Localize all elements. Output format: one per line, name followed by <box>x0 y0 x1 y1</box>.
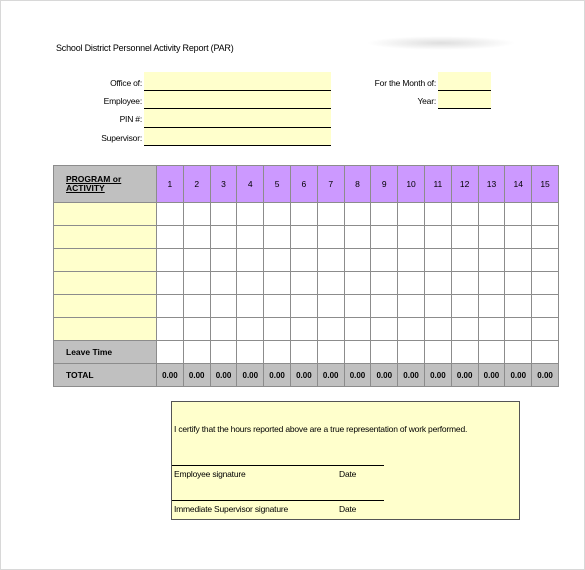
day-header: 6 <box>290 166 317 203</box>
employee-signature-label: Employee signature <box>174 469 246 479</box>
year-label: Year: <box>417 96 436 106</box>
leave-hours-cell[interactable] <box>317 341 344 364</box>
office-label: Office of: <box>110 78 142 88</box>
total-cell: 0.00 <box>290 364 317 387</box>
hours-cell[interactable] <box>317 249 344 272</box>
day-header: 13 <box>478 166 505 203</box>
leave-hours-cell[interactable] <box>532 341 559 364</box>
leave-hours-cell[interactable] <box>183 341 210 364</box>
total-label: TOTAL <box>54 364 157 387</box>
leave-hours-cell[interactable] <box>505 341 532 364</box>
hours-cell[interactable] <box>505 318 532 341</box>
day-header: 11 <box>424 166 451 203</box>
hours-cell[interactable] <box>424 295 451 318</box>
total-cell: 0.00 <box>424 364 451 387</box>
hours-cell[interactable] <box>210 249 237 272</box>
hours-cell[interactable] <box>371 295 398 318</box>
hours-cell[interactable] <box>398 272 425 295</box>
total-cell: 0.00 <box>157 364 184 387</box>
hours-cell[interactable] <box>157 249 184 272</box>
hours-cell[interactable] <box>505 203 532 226</box>
activity-row <box>54 249 559 272</box>
total-cell: 0.00 <box>505 364 532 387</box>
hours-cell[interactable] <box>237 226 264 249</box>
day-header: 7 <box>317 166 344 203</box>
year-field[interactable] <box>438 91 491 109</box>
hours-cell[interactable] <box>157 203 184 226</box>
activity-name-cell[interactable] <box>54 249 157 272</box>
hours-cell[interactable] <box>478 226 505 249</box>
hours-cell[interactable] <box>183 203 210 226</box>
table-header-row <box>54 166 559 203</box>
hours-cell[interactable] <box>290 318 317 341</box>
certification-statement: I certify that the hours reported above are a true representation of work performed. <box>174 424 468 434</box>
hours-cell[interactable] <box>478 249 505 272</box>
hours-cell[interactable] <box>183 318 210 341</box>
hours-cell[interactable] <box>237 203 264 226</box>
hours-cell[interactable] <box>264 318 291 341</box>
hours-cell[interactable] <box>424 318 451 341</box>
hours-cell[interactable] <box>451 295 478 318</box>
hours-cell[interactable] <box>264 295 291 318</box>
hours-cell[interactable] <box>371 249 398 272</box>
day-header: 2 <box>183 166 210 203</box>
hours-cell[interactable] <box>183 295 210 318</box>
total-cell: 0.00 <box>317 364 344 387</box>
supervisor-date-label: Date <box>339 504 357 514</box>
day-header: 8 <box>344 166 371 203</box>
hours-cell[interactable] <box>157 272 184 295</box>
total-cell: 0.00 <box>264 364 291 387</box>
hours-cell[interactable] <box>344 318 371 341</box>
month-field[interactable] <box>438 72 491 91</box>
hours-cell[interactable] <box>290 272 317 295</box>
hours-cell[interactable] <box>264 249 291 272</box>
hours-cell[interactable] <box>290 249 317 272</box>
leave-time-row <box>54 341 559 364</box>
hours-cell[interactable] <box>424 226 451 249</box>
hours-cell[interactable] <box>398 203 425 226</box>
pin-label: PIN #: <box>119 114 142 124</box>
activity-name-cell[interactable] <box>54 203 157 226</box>
hours-cell[interactable] <box>344 226 371 249</box>
hours-cell[interactable] <box>344 203 371 226</box>
supervisor-field[interactable] <box>144 128 331 146</box>
hours-cell[interactable] <box>424 249 451 272</box>
activity-row <box>54 272 559 295</box>
hours-cell[interactable] <box>317 295 344 318</box>
hours-cell[interactable] <box>371 203 398 226</box>
signature-line-top <box>172 465 384 466</box>
hours-cell[interactable] <box>532 272 559 295</box>
hours-cell[interactable] <box>451 272 478 295</box>
hours-cell[interactable] <box>264 272 291 295</box>
hours-cell[interactable] <box>398 249 425 272</box>
hours-cell[interactable] <box>210 272 237 295</box>
hours-cell[interactable] <box>451 318 478 341</box>
hours-cell[interactable] <box>371 226 398 249</box>
hours-cell[interactable] <box>264 226 291 249</box>
supervisor-signature-label: Immediate Supervisor signature <box>174 504 289 514</box>
hours-cell[interactable] <box>210 203 237 226</box>
hours-cell[interactable] <box>210 318 237 341</box>
hours-cell[interactable] <box>157 295 184 318</box>
hours-cell[interactable] <box>371 318 398 341</box>
leave-hours-cell[interactable] <box>344 341 371 364</box>
activity-name-cell[interactable] <box>54 226 157 249</box>
hours-cell[interactable] <box>237 295 264 318</box>
activity-name-cell[interactable] <box>54 318 157 341</box>
report-title: School District Personnel Activity Report (PAR) <box>56 43 234 53</box>
hours-cell[interactable] <box>505 249 532 272</box>
hours-cell[interactable] <box>398 295 425 318</box>
month-label: For the Month of: <box>374 78 436 88</box>
leave-hours-cell[interactable] <box>478 341 505 364</box>
day-header: 1 <box>157 166 184 203</box>
hours-cell[interactable] <box>451 226 478 249</box>
hours-cell[interactable] <box>237 318 264 341</box>
hours-cell[interactable] <box>237 249 264 272</box>
activity-row <box>54 226 559 249</box>
supervisor-label: Supervisor: <box>101 133 142 143</box>
hours-cell[interactable] <box>210 226 237 249</box>
leave-hours-cell[interactable] <box>264 341 291 364</box>
activity-row <box>54 203 559 226</box>
hours-cell[interactable] <box>317 226 344 249</box>
hours-cell[interactable] <box>532 249 559 272</box>
hours-cell[interactable] <box>210 295 237 318</box>
hours-cell[interactable] <box>157 226 184 249</box>
hours-cell[interactable] <box>157 318 184 341</box>
total-cell: 0.00 <box>344 364 371 387</box>
pin-field[interactable] <box>144 109 331 128</box>
activity-name-cell[interactable] <box>54 295 157 318</box>
hours-cell[interactable] <box>344 272 371 295</box>
total-cell: 0.00 <box>451 364 478 387</box>
hours-cell[interactable] <box>532 295 559 318</box>
hours-cell[interactable] <box>290 203 317 226</box>
employee-date-label: Date <box>339 469 357 479</box>
signature-line-bottom <box>172 500 384 501</box>
hours-cell[interactable] <box>264 203 291 226</box>
hours-cell[interactable] <box>478 295 505 318</box>
total-cell: 0.00 <box>398 364 425 387</box>
hours-cell[interactable] <box>451 249 478 272</box>
hours-cell[interactable] <box>183 272 210 295</box>
total-row <box>54 364 559 387</box>
hours-cell[interactable] <box>505 295 532 318</box>
hours-cell[interactable] <box>532 226 559 249</box>
hours-cell[interactable] <box>344 295 371 318</box>
hours-cell[interactable] <box>478 272 505 295</box>
leave-hours-cell[interactable] <box>157 341 184 364</box>
hours-cell[interactable] <box>424 203 451 226</box>
hours-cell[interactable] <box>183 249 210 272</box>
hours-cell[interactable] <box>290 226 317 249</box>
hours-cell[interactable] <box>478 203 505 226</box>
total-cell: 0.00 <box>371 364 398 387</box>
hours-cell[interactable] <box>371 272 398 295</box>
office-field[interactable] <box>144 72 331 91</box>
day-header: 4 <box>237 166 264 203</box>
total-cell: 0.00 <box>210 364 237 387</box>
day-header: 15 <box>532 166 559 203</box>
decorative-shadow <box>366 36 516 50</box>
day-header: 3 <box>210 166 237 203</box>
employee-label: Employee: <box>103 96 142 106</box>
activity-table <box>53 165 559 387</box>
hours-cell[interactable] <box>344 249 371 272</box>
activity-row <box>54 318 559 341</box>
hours-cell[interactable] <box>317 203 344 226</box>
leave-hours-cell[interactable] <box>210 341 237 364</box>
hours-cell[interactable] <box>398 318 425 341</box>
program-activity-header: PROGRAM or ACTIVITY <box>54 166 157 203</box>
hours-cell[interactable] <box>290 295 317 318</box>
leave-hours-cell[interactable] <box>424 341 451 364</box>
total-cell: 0.00 <box>532 364 559 387</box>
day-header: 12 <box>451 166 478 203</box>
day-header: 9 <box>371 166 398 203</box>
day-header: 5 <box>264 166 291 203</box>
hours-cell[interactable] <box>424 272 451 295</box>
hours-cell[interactable] <box>505 226 532 249</box>
activity-row <box>54 295 559 318</box>
leave-hours-cell[interactable] <box>451 341 478 364</box>
hours-cell[interactable] <box>317 318 344 341</box>
employee-field[interactable] <box>144 91 331 109</box>
hours-cell[interactable] <box>532 318 559 341</box>
total-cell: 0.00 <box>237 364 264 387</box>
hours-cell[interactable] <box>398 226 425 249</box>
day-header: 10 <box>398 166 425 203</box>
activity-name-cell[interactable] <box>54 272 157 295</box>
total-cell: 0.00 <box>478 364 505 387</box>
leave-hours-cell[interactable] <box>237 341 264 364</box>
leave-hours-cell[interactable] <box>290 341 317 364</box>
hours-cell[interactable] <box>532 203 559 226</box>
hours-cell[interactable] <box>183 226 210 249</box>
hours-cell[interactable] <box>451 203 478 226</box>
hours-cell[interactable] <box>478 318 505 341</box>
hours-cell[interactable] <box>317 272 344 295</box>
leave-hours-cell[interactable] <box>398 341 425 364</box>
day-header: 14 <box>505 166 532 203</box>
certification-box <box>171 401 520 520</box>
hours-cell[interactable] <box>505 272 532 295</box>
leave-hours-cell[interactable] <box>371 341 398 364</box>
total-cell: 0.00 <box>183 364 210 387</box>
hours-cell[interactable] <box>237 272 264 295</box>
leave-time-label: Leave Time <box>54 341 157 364</box>
